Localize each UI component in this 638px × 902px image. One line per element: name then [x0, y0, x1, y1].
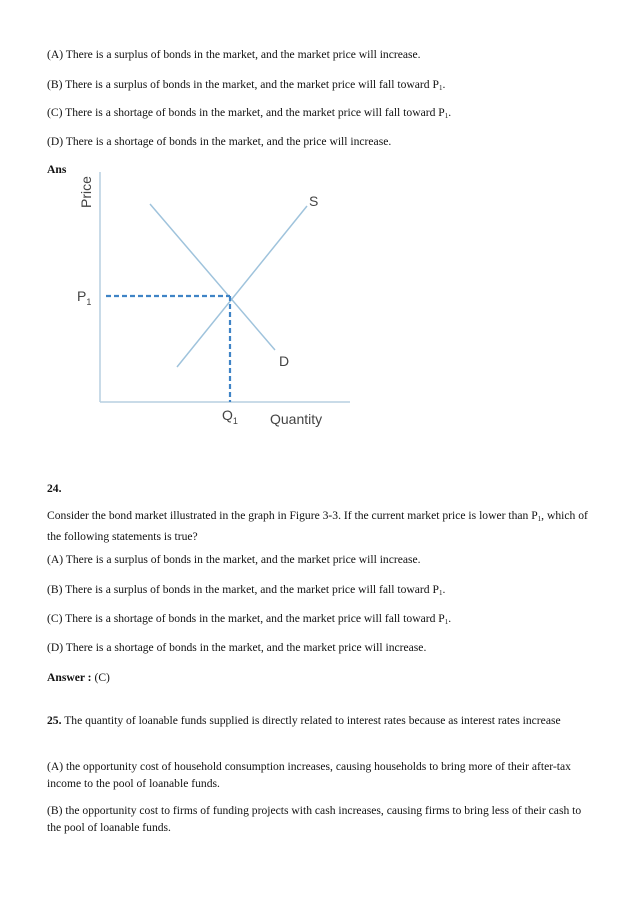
q24-number: 24. [47, 482, 62, 495]
q25-stem: 25. The quantity of loanable funds supplied is directly related to interest rates because as interest rates increase [47, 714, 561, 727]
q25-option-a: (A) the opportunity cost of household consumption increases, causing households to bring more of their after-tax income to the pool of loanable funds. [47, 760, 571, 790]
q24-option-a: (A) There is a surplus of bonds in the market, and the market price will increase. [47, 553, 421, 566]
q24-stem: Consider the bond market illustrated in the graph in Figure 3-3. If the current market price is lower than $P_1$, which of the following statements is true? [47, 509, 588, 543]
supply-curve [177, 206, 307, 367]
price-label: $P_1$ [77, 288, 92, 307]
prev-option-d: (D) There is a shortage of bonds in the market, and the price will increase. [47, 135, 392, 148]
prev-answer-label: Ans [47, 163, 67, 176]
supply-demand-graph [60, 168, 360, 440]
q25-option-b: (B) the opportunity cost to firms of funding projects with cash increases, causing firms to bring less of their cash to the pool of loanable funds. [47, 804, 582, 834]
q24-option-b: (B) There is a surplus of bonds in the market, and the market price will fall toward $P_1$. [47, 583, 446, 597]
y-axis-label: Price [78, 176, 94, 208]
q24-option-c: (C) There is a shortage of bonds in the market, and the market price will fall toward $P_1$. [47, 612, 452, 626]
prev-option-a: (A) There is a surplus of bonds in the market, and the market price will increase. [47, 48, 421, 61]
x-axis-label: Quantity [270, 411, 323, 427]
demand-curve [150, 204, 275, 350]
supply-label: S [309, 193, 319, 209]
demand-label: D [279, 353, 290, 369]
quantity-q1-label: $Q_1$ [222, 407, 238, 426]
q24-option-d: (D) There is a shortage of bonds in the market, and the market price will increase. [47, 641, 427, 654]
prev-option-b: (B) There is a surplus of bonds in the market, and the market price will fall toward $P_1$. [47, 78, 446, 92]
prev-option-c: (C) There is a shortage of bonds in the market, and the market price will fall toward $P_1$. [47, 106, 452, 120]
q24-answer: Answer : (C) [47, 671, 110, 684]
